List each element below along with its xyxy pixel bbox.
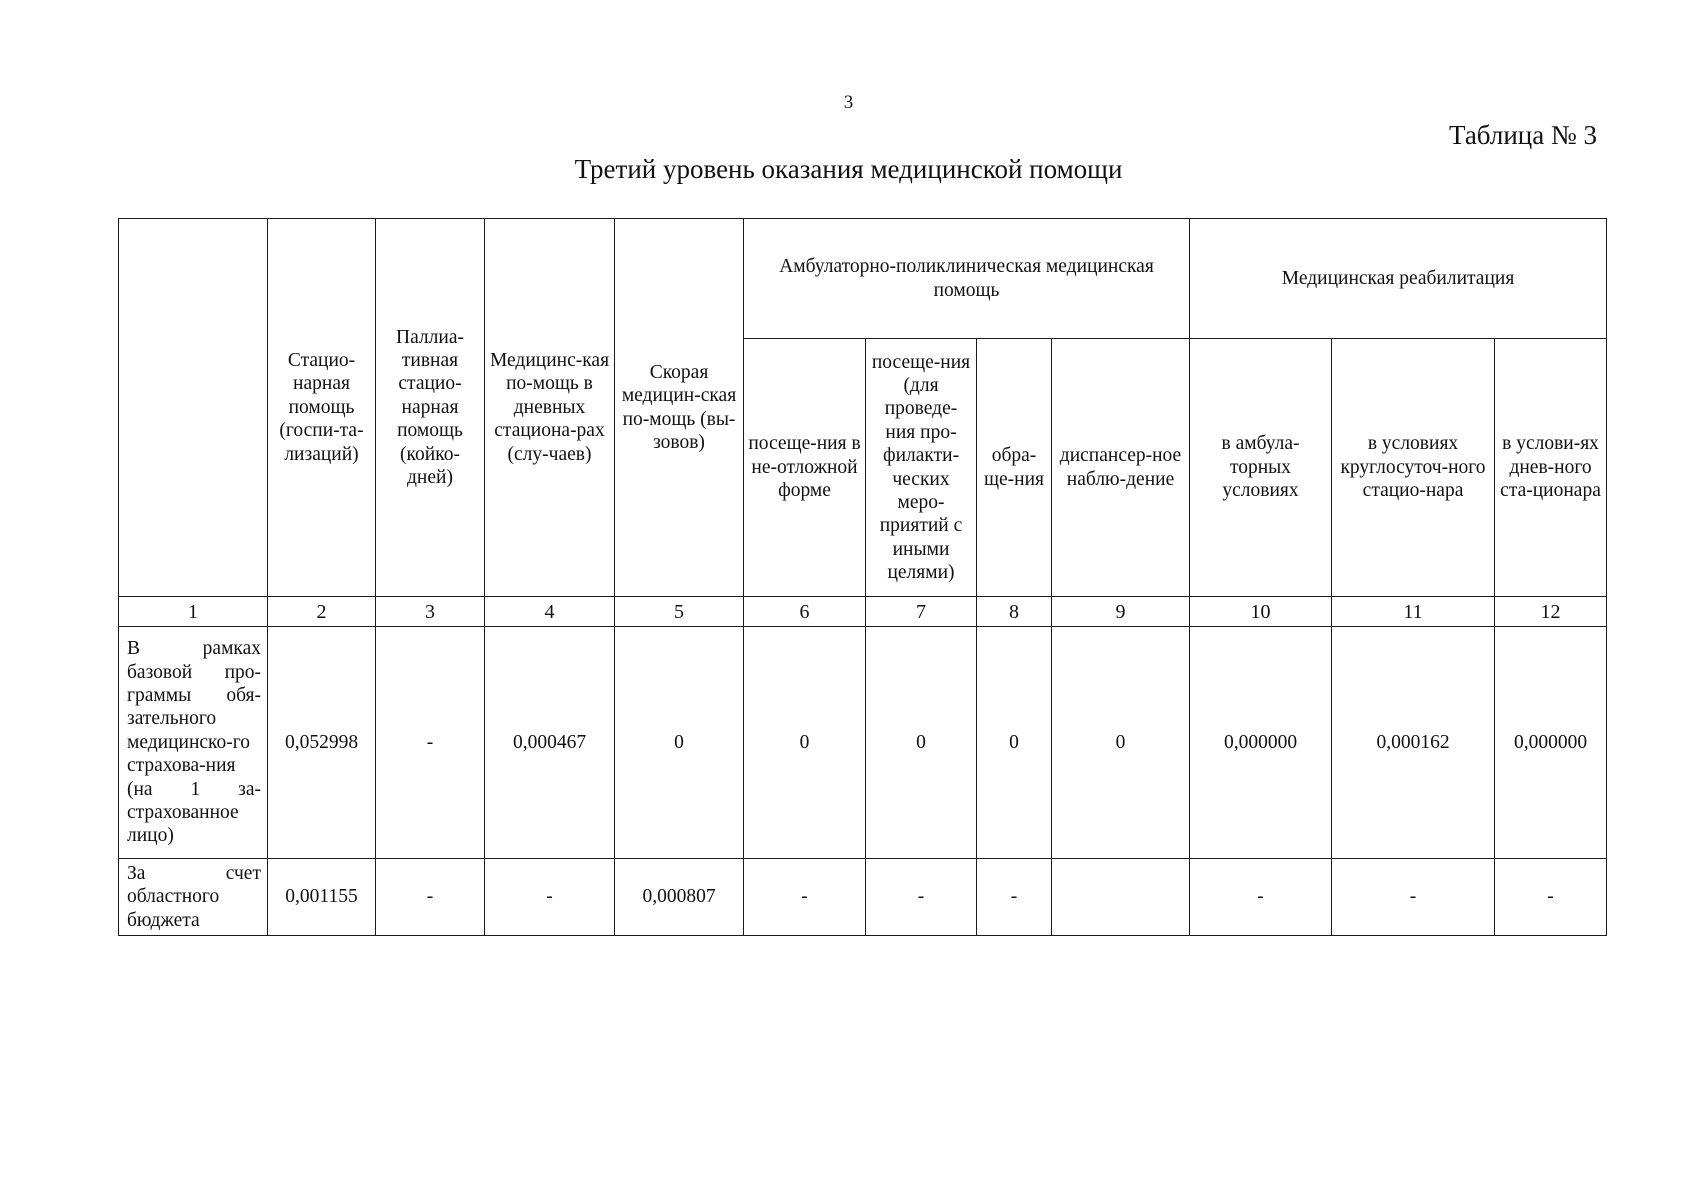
table-cell: 0,000807 (615, 859, 744, 936)
page-number: 3 (843, 92, 854, 113)
table-cell: - (485, 859, 615, 936)
table-cell: 0,001155 (268, 859, 376, 936)
header-col10: в амбула-торных условиях (1190, 339, 1332, 597)
table-cell: 0,000162 (1332, 627, 1495, 859)
header-col9: диспансер-ное наблю-дение (1052, 339, 1190, 597)
table-cell: 0,000467 (485, 627, 615, 859)
table-cell: 0 (1052, 627, 1190, 859)
column-number: 5 (615, 597, 744, 627)
column-number: 11 (1332, 597, 1495, 627)
column-number: 7 (866, 597, 977, 627)
header-row-groups (119, 219, 1607, 339)
table-cell: - (376, 627, 485, 859)
table-cell: 0 (866, 627, 977, 859)
table-cell: - (376, 859, 485, 936)
table-cell: - (1495, 859, 1607, 936)
column-number: 3 (376, 597, 485, 627)
table-cell: 0 (615, 627, 744, 859)
header-group-rehabilitation: Медицинская реабилитация (1190, 219, 1607, 339)
header-col6: посеще-ния в не-отложной форме (744, 339, 866, 597)
header-col2: Стацио-нарная помощь (госпи-та-лизаций) (268, 219, 376, 597)
table-cell: 0,000000 (1190, 627, 1332, 859)
table-cell: 0,000000 (1495, 627, 1607, 859)
table-cell: - (977, 859, 1052, 936)
column-number: 2 (268, 597, 376, 627)
column-number: 6 (744, 597, 866, 627)
table-cell: - (866, 859, 977, 936)
header-col5: Скорая медицин-ская по-мощь (вы-зовов) (615, 219, 744, 597)
header-col11: в условиях круглосуточ-ного стацио-нара (1332, 339, 1495, 597)
table-number: Таблица № 3 (1449, 120, 1597, 150)
header-col7: посеще-ния (для проведе-ния про-филакти-ческих меро-приятий с иными целями) (866, 339, 977, 597)
header-col3: Паллиа-тивная стацио-нарная помощь (койко-дней) (376, 219, 485, 597)
table-cell: 0 (977, 627, 1052, 859)
table-cell (1052, 859, 1190, 936)
table-cell: - (1190, 859, 1332, 936)
table-row-oms (119, 627, 1607, 859)
row-label: В рамках базовой про-граммы обя-зательного медицинско-го страхова-ния (на 1 за-страхованное лицо) (119, 627, 268, 859)
column-number: 8 (977, 597, 1052, 627)
header-col8: обра-ще-ния (977, 339, 1052, 597)
column-number: 9 (1052, 597, 1190, 627)
medical-care-table (118, 218, 1607, 936)
header-col4: Медицинс-кая по-мощь в дневных стациона-рах (слу-чаев) (485, 219, 615, 597)
table-row-regional-budget (119, 859, 1607, 936)
column-number: 4 (485, 597, 615, 627)
table-cell: - (744, 859, 866, 936)
table-cell: - (1332, 859, 1495, 936)
header-col12: в услови-ях днев-ного ста-ционара (1495, 339, 1607, 597)
header-col1-empty (119, 219, 268, 597)
column-number: 10 (1190, 597, 1332, 627)
table-cell: 0 (744, 627, 866, 859)
column-number: 1 (119, 597, 268, 627)
document-title: Третий уровень оказания медицинской помощи (574, 154, 1123, 184)
row-label: За счет областного бюджета (119, 859, 268, 936)
table-cell: 0,052998 (268, 627, 376, 859)
header-group-ambulatory: Амбулаторно-поликлиническая медицинская помощь (744, 219, 1190, 339)
column-number-row (119, 597, 1607, 627)
column-number: 12 (1495, 597, 1607, 627)
